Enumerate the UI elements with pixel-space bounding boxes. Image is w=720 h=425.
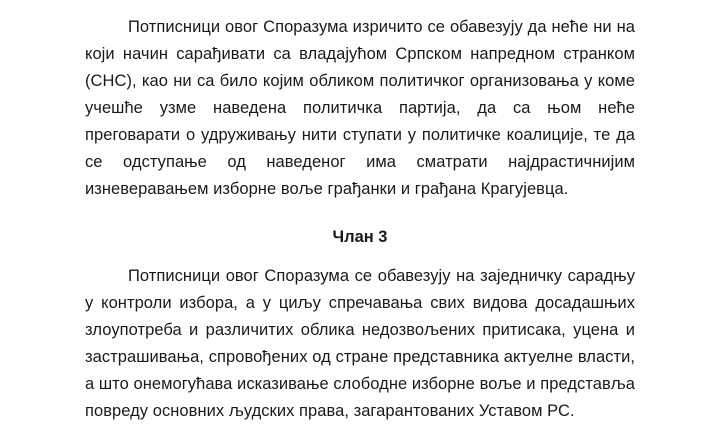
article-heading: Члан 3	[332, 228, 388, 246]
agreement-paragraph-no-cooperation: Потписници овог Споразума изричито се обавезују да неће ни на који начин сарађивати са владајућом Српском напредном странком (СНС), као ни са било којим обликом политичког организовања у коме учешће узме наведена политичка партија, да са њом неће преговарати о удруживању нити ступати у политичке коалиције, те да се одступање од наведеног има сматрати најдрастичнијим изневеравањем изборне воље грађанки и грађана Крагујевца.	[85, 18, 635, 198]
agreement-paragraph-election-control: Потписници овог Споразума се обавезују на заједничку сарадњу у контроли избора, а у циљу спречавања свих видова досадашњих злоупотреба и различитих облика недозвољених притисака, уцена и застрашивања, спровођених од стране представника актуелне власти, а што онемогућава исказивање слободне изборне воље и представља повреду основних људских права, загарантованих Уставом РС.	[85, 267, 635, 420]
